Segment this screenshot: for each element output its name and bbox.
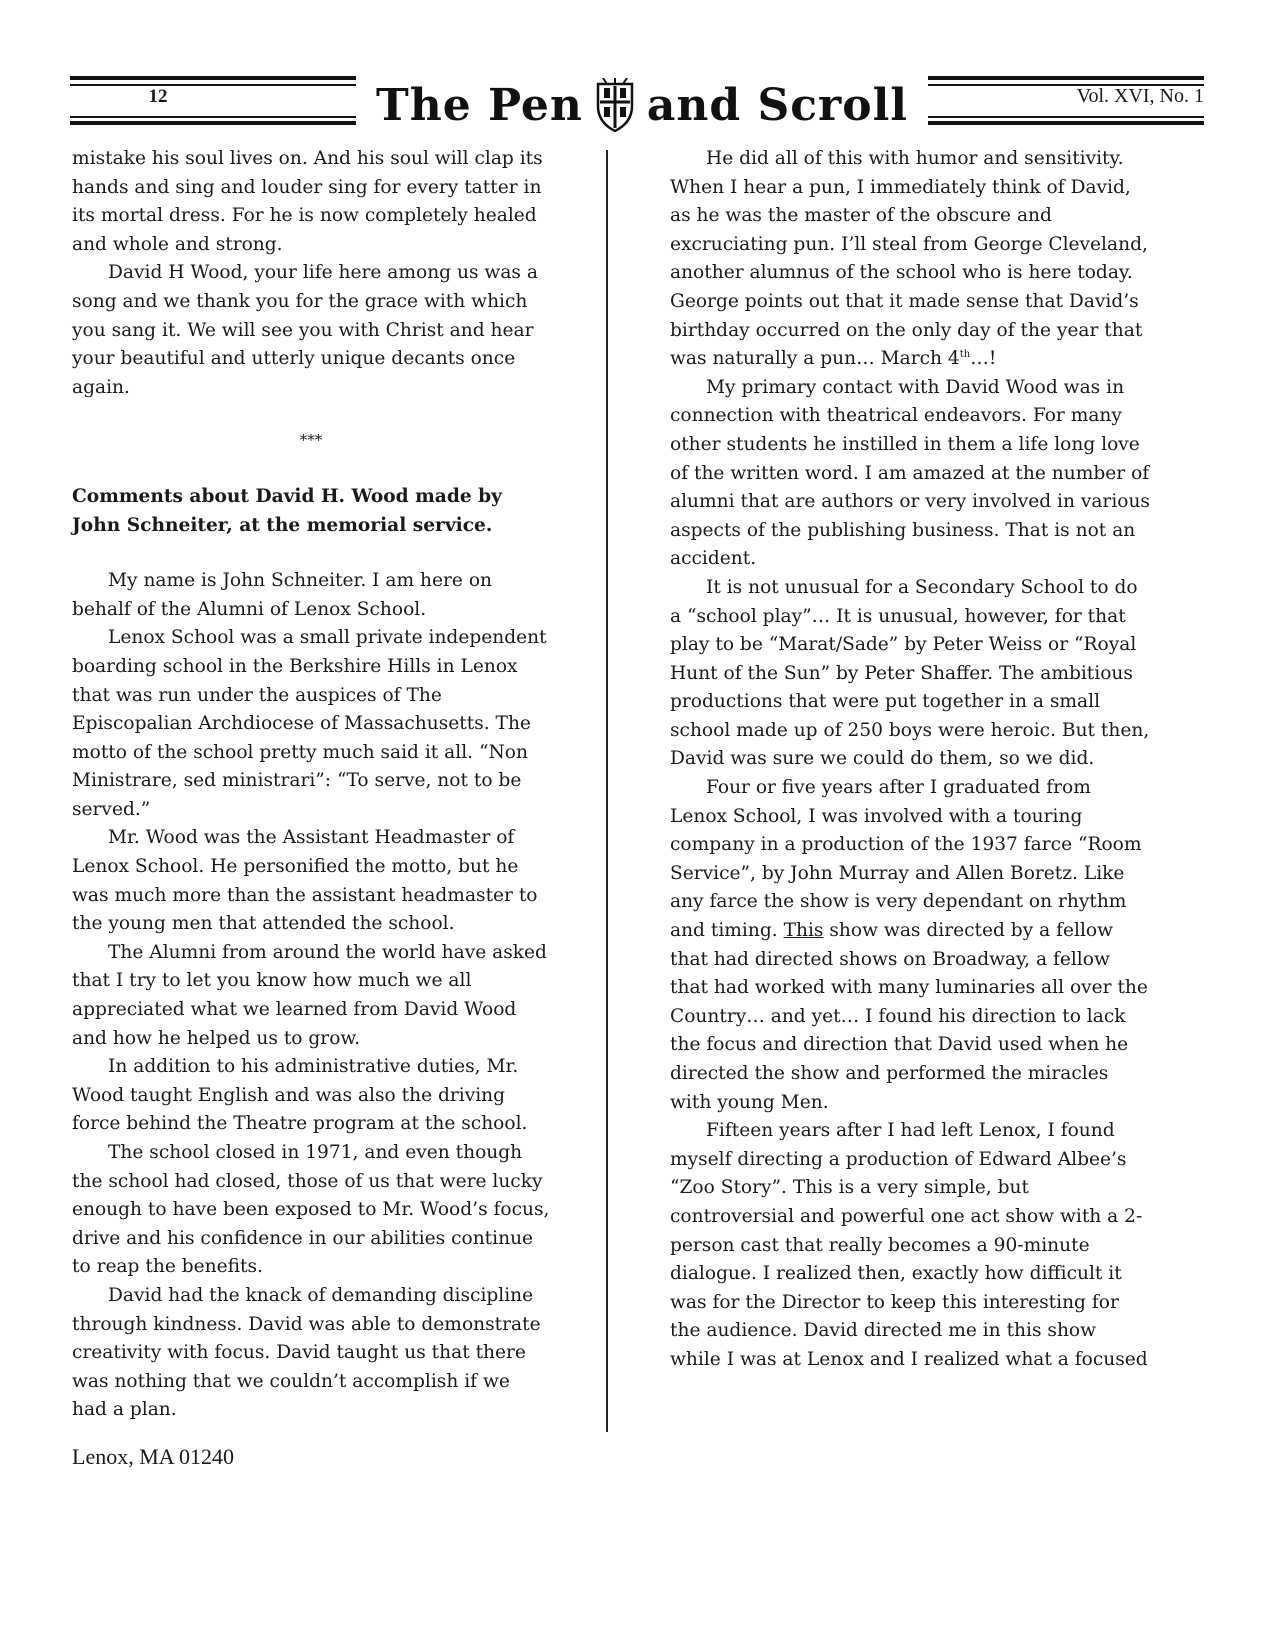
right-column <box>670 145 1152 1375</box>
shield-crest-icon <box>595 78 635 132</box>
page-number: 12 <box>148 86 168 107</box>
paragraph: Mr. Wood was the Assistant Headmaster of Lenox School. He personified the motto, but he was much more than the assistant headmaster to the young men that attended the school. <box>72 827 538 935</box>
paragraph-text: show was directed by a fellow that had directed shows on Broadway, a fellow that had worked with many luminaries all over the Country… and yet… I found his direction to lack the focus and direction that David used when he directed the show and performed the miracles with young Men. <box>670 920 1148 1113</box>
paragraph: The school closed in 1971, and even though the school had closed, those of us that were lucky enough to have been exposed to Mr. Wood’s focus, drive and his confidence in our abilities continue to reap the benefits. <box>72 1142 550 1278</box>
column-divider <box>606 150 608 1432</box>
underlined-word: This <box>783 920 824 942</box>
paragraph: In addition to his administrative duties, Mr. Wood taught English and was also the driving force behind the Theatre program at the school. <box>72 1056 528 1135</box>
footer-address: Lenox, MA 01240 <box>72 1444 234 1469</box>
paragraph: It is not unusual for a Secondary School to do a “school play”… It is unusual, however, for that play to be “Marat/Sade” by Peter Weiss or “Royal Hunt of the Sun” by Peter Shaffer. The ambitious productions that were put together in a small school made up of 250 boys were heroic. But then, David was sure we could do them, so we did. <box>670 576 1150 770</box>
paragraph: Lenox School was a small private independent boarding school in the Berkshire Hills in Lenox that was run under the auspices of The Episcopalian Archdiocese of Massachusetts. The motto of the school pretty much said it all. “Non Ministrare, sed ministrari”: “To serve, not to be served.” <box>72 627 547 820</box>
newsletter-title <box>362 72 922 138</box>
paragraph-text-end: …! <box>970 348 997 370</box>
paragraph-text: Four or five years after I graduated from Lenox School, I was involved with a touring company in a production of the 1937 farce “Room Service”, by John Murray and Allen Boretz. Like any farce the show is very dependant on rhythm and timing. <box>670 777 1142 942</box>
title-part-1: The Pen <box>375 79 583 131</box>
paragraph: David had the knack of demanding discipline through kindness. David was able to demonstrate creativity with focus. David taught us that there was nothing that we couldn’t accomplish if we had a plan. <box>72 1284 541 1421</box>
paragraph: David H Wood, your life here among us was a song and we thank you for the grace with which you sang it. We will see you with Christ and hear your beautiful and utterly unique decants once again. <box>72 262 538 398</box>
paragraph: The Alumni from around the world have asked that I try to let you know how much we all appreciated what we learned from David Wood and how he helped us to grow. <box>72 941 547 1049</box>
ordinal-suffix: th <box>959 348 971 360</box>
left-column <box>72 145 550 1425</box>
article-heading: Comments about David H. Wood made by John Schneiter, at the memorial service. <box>72 485 502 536</box>
masthead <box>70 72 1204 138</box>
section-separator: *** <box>299 431 323 450</box>
title-part-2: and Scroll <box>646 79 909 131</box>
paragraph: My name is John Schneiter. I am here on behalf of the Alumni of Lenox School. <box>72 570 492 620</box>
volume-issue: Vol. XVI, No. 1 <box>1076 85 1204 107</box>
paragraph: mistake his soul lives on. And his soul will clap its hands and sing and louder sing for every tatter in its mortal dress. For he is now completely healed and whole and strong. <box>72 148 543 255</box>
paragraph-text: He did all of this with humor and sensitivity. When I hear a pun, I immediately think of David, as he was the master of the obscure and excruciating pun. I’ll steal from George Cleveland, another alumnus of the school who is here today. George points out that it made sense that David’s birthday occurred on the only day of the year that was naturally a pun… March 4 <box>670 148 1148 370</box>
paragraph: My primary contact with David Wood was in connection with theatrical endeavors. For many other students he instilled in them a life long love of the written word. I am amazed at the number of alumni that are authors or very involved in various aspects of the publishing business. That is not an accident. <box>670 376 1150 570</box>
paragraph <box>670 774 1152 1117</box>
paragraph <box>670 145 1152 374</box>
paragraph: Fifteen years after I had left Lenox, I found myself directing a production of Edward Albee’s “Zoo Story”. This is a very simple, but controversial and powerful one act show with a 2-person cast that really becomes a 90-minute dialogue. I realized then, exactly how difficult it was for the Director to keep this interesting for the audience. David directed me in this show while I was at Lenox and I realized what a focused <box>670 1120 1148 1370</box>
